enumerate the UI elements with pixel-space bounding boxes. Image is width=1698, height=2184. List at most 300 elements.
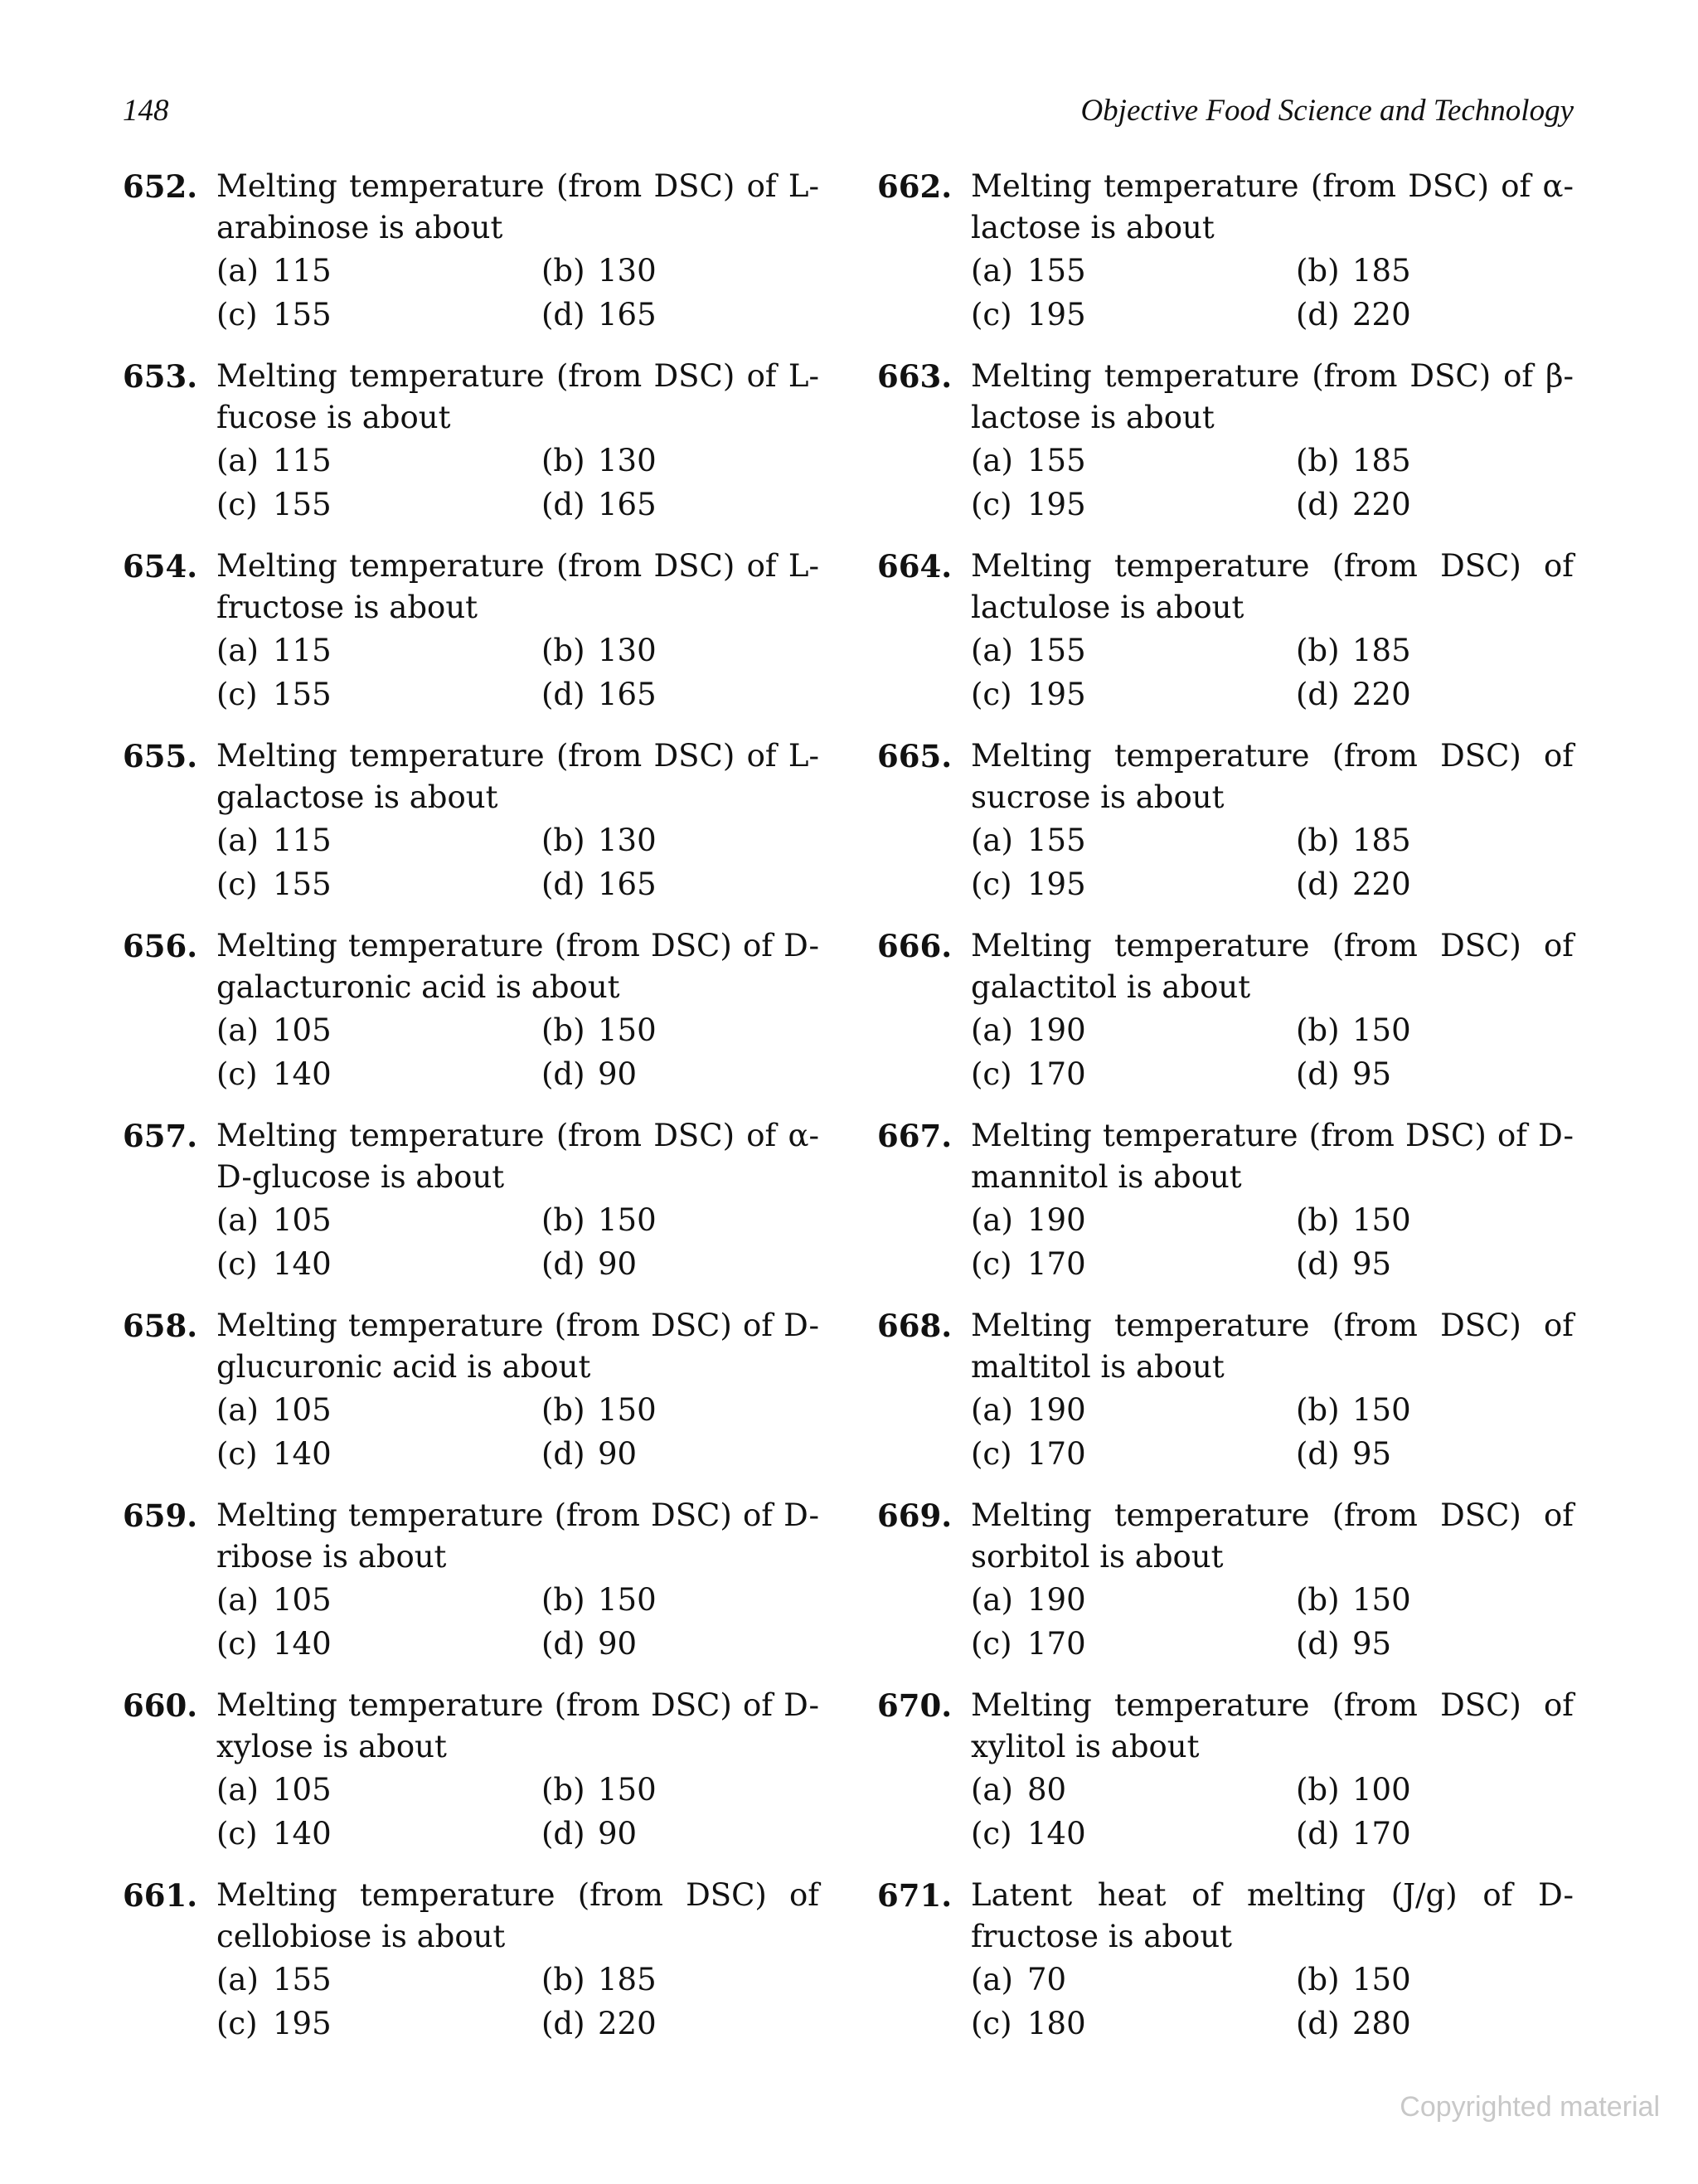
book-title: Objective Food Science and Technology [1080,94,1574,128]
option-value: 140 [273,1816,332,1852]
answer-option [541,1054,637,1095]
question-text: Melting temperature (from DSC) of D-galacturonic acid is about [216,928,819,1005]
question-text: Melting temperature (from DSC) of galactitol is about [971,928,1574,1005]
question-number: 664. [877,548,953,585]
option-label: (d) [541,1056,585,1092]
option-value: 190 [1027,1582,1086,1618]
option-value: 170 [1027,1056,1086,1092]
option-value: 155 [273,1962,332,1997]
question-text: Melting temperature (from DSC) of D-glucuronic acid is about [216,1308,819,1385]
option-label: (d) [1296,1436,1340,1472]
answer-option [971,1959,1066,2001]
option-value: 170 [1027,1436,1086,1472]
option-label: (c) [216,487,258,522]
question-text: Melting temperature (from DSC) of maltitol is about [971,1308,1574,1385]
answer-option [216,1010,332,1051]
option-label: (a) [971,443,1013,478]
option-label: (b) [541,443,585,478]
option-label: (d) [1296,1056,1340,1092]
option-label: (c) [971,297,1012,332]
question-number: 662. [877,168,953,205]
answer-option [541,1434,637,1475]
answer-option [1296,484,1411,526]
question-text: Melting temperature (from DSC) of α-D-glucose is about [216,1118,819,1195]
option-label: (b) [1296,1582,1340,1618]
question-item [123,735,819,925]
option-value: 140 [273,1626,332,1662]
option-value: 155 [273,866,332,902]
option-value: 130 [598,633,657,668]
question-text: Melting temperature (from DSC) of α-lactose is about [971,168,1574,245]
answer-option [216,1434,332,1475]
answer-option [216,674,332,716]
option-value: 90 [598,1816,638,1852]
answer-option [971,1769,1066,1811]
option-value: 90 [598,1056,638,1092]
answer-option [216,1054,332,1095]
option-value: 105 [273,1202,332,1238]
answer-option [1296,294,1411,336]
question-item [123,546,819,735]
option-value: 195 [1027,866,1086,902]
option-value: 150 [1352,1962,1411,1997]
option-value: 150 [1352,1582,1411,1618]
option-label: (c) [216,866,258,902]
option-label: (c) [216,1626,258,1662]
option-label: (d) [1296,2006,1340,2041]
option-value: 155 [1027,253,1086,289]
answer-option [1296,1054,1391,1095]
answer-option [216,1390,332,1431]
answer-option [1296,440,1411,482]
option-label: (c) [971,1436,1012,1472]
answer-option [541,864,657,905]
option-value: 115 [273,823,332,858]
option-value: 105 [273,1582,332,1618]
option-value: 190 [1027,1012,1086,1048]
answer-option [216,1769,332,1811]
question-item [877,735,1574,925]
option-value: 190 [1027,1392,1086,1428]
question-number: 659. [123,1497,198,1534]
answer-option [1296,864,1411,905]
answer-option [971,1580,1086,1621]
option-label: (d) [541,1816,585,1852]
option-value: 185 [1352,823,1411,858]
option-label: (b) [541,1202,585,1238]
question-number: 657. [123,1118,198,1154]
answer-option [971,440,1086,482]
option-label: (a) [971,253,1013,289]
option-value: 150 [598,1772,657,1808]
question-item [123,356,819,546]
option-label: (a) [216,1772,259,1808]
option-label: (b) [541,253,585,289]
option-label: (c) [971,1816,1012,1852]
question-item [877,1685,1574,1875]
option-value: 220 [1352,866,1411,902]
question-text: Melting temperature (from DSC) of sucrose is about [971,738,1574,815]
option-value: 165 [598,866,657,902]
question-text: Melting temperature (from DSC) of cellobiose is about [216,1877,819,1954]
answer-option [216,294,332,336]
answer-option [1296,2003,1411,2045]
question-text: Melting temperature (from DSC) of L-fructose is about [216,548,819,625]
option-value: 115 [273,443,332,478]
option-value: 140 [273,1246,332,1282]
answer-option [971,250,1086,292]
option-label: (a) [216,823,259,858]
option-value: 130 [598,253,657,289]
option-label: (c) [216,297,258,332]
question-number: 667. [877,1118,953,1154]
answer-option [1296,1390,1411,1431]
option-label: (c) [971,1246,1012,1282]
answer-option [216,484,332,526]
answer-option [541,630,657,672]
option-label: (a) [216,633,259,668]
answer-option [216,2003,332,2045]
answer-option [216,1244,332,1285]
option-label: (b) [1296,253,1340,289]
answer-option [1296,1623,1391,1665]
option-value: 150 [1352,1012,1411,1048]
answer-option [1296,1959,1411,2001]
question-number: 654. [123,548,198,585]
answer-option [971,1010,1086,1051]
answer-option [1296,630,1411,672]
option-value: 115 [273,633,332,668]
option-value: 140 [273,1436,332,1472]
option-label: (d) [1296,866,1340,902]
option-value: 150 [598,1202,657,1238]
option-label: (c) [971,487,1012,522]
question-item [123,1305,819,1495]
question-item [123,1115,819,1305]
option-label: (b) [541,1772,585,1808]
answer-option [1296,1813,1411,1855]
answer-option [541,1390,657,1431]
question-number: 670. [877,1687,953,1724]
option-label: (a) [216,253,259,289]
option-label: (b) [1296,1012,1340,1048]
answer-option [541,1769,657,1811]
option-label: (b) [541,633,585,668]
option-value: 220 [1352,677,1411,712]
option-value: 90 [598,1626,638,1662]
option-label: (a) [216,443,259,478]
option-label: (a) [971,1962,1013,1997]
option-value: 140 [273,1056,332,1092]
option-label: (c) [216,2006,258,2041]
option-label: (a) [971,1392,1013,1428]
option-value: 115 [273,253,332,289]
option-label: (c) [216,1056,258,1092]
option-label: (b) [541,823,585,858]
question-item [877,546,1574,735]
left-column [123,166,819,2065]
option-value: 140 [1027,1816,1086,1852]
option-value: 220 [1352,487,1411,522]
answer-option [216,1959,332,2001]
option-value: 180 [1027,2006,1086,2041]
question-item [123,1685,819,1875]
answer-option [971,2003,1086,2045]
option-label: (c) [971,866,1012,902]
option-label: (b) [541,1582,585,1618]
option-label: (d) [541,487,585,522]
option-value: 195 [1027,677,1086,712]
question-item [877,1305,1574,1495]
answer-option [216,1813,332,1855]
option-value: 185 [1352,253,1411,289]
answer-option [1296,1434,1391,1475]
option-label: (a) [216,1012,259,1048]
question-number: 652. [123,168,198,205]
answer-option [216,250,332,292]
question-number: 660. [123,1687,198,1724]
option-label: (a) [971,1202,1013,1238]
option-label: (c) [216,1816,258,1852]
option-label: (a) [971,1012,1013,1048]
answer-option [1296,250,1411,292]
option-value: 185 [1352,633,1411,668]
question-text: Melting temperature (from DSC) of L-arabinose is about [216,168,819,245]
question-item [877,1875,1574,2065]
option-value: 95 [1352,1626,1392,1662]
question-number: 653. [123,358,198,395]
question-number: 663. [877,358,953,395]
answer-option [216,630,332,672]
question-number: 661. [123,1877,198,1914]
option-label: (d) [541,1246,585,1282]
answer-option [971,674,1086,716]
answer-option [971,820,1086,861]
answer-option [541,674,657,716]
option-value: 170 [1027,1626,1086,1662]
question-text: Latent heat of melting (J/g) of D-fructose is about [971,1877,1574,1954]
option-label: (b) [541,1392,585,1428]
option-label: (d) [541,1626,585,1662]
question-text: Melting temperature (from DSC) of β-lactose is about [971,358,1574,435]
answer-option [1296,1244,1391,1285]
question-text: Melting temperature (from DSC) of sorbitol is about [971,1497,1574,1575]
option-value: 95 [1352,1246,1392,1282]
answer-option [971,1623,1086,1665]
option-value: 155 [273,677,332,712]
option-label: (a) [971,633,1013,668]
option-label: (d) [1296,1626,1340,1662]
option-label: (c) [216,1246,258,1282]
question-item [877,1495,1574,1685]
option-value: 190 [1027,1202,1086,1238]
option-value: 170 [1027,1246,1086,1282]
option-value: 130 [598,823,657,858]
option-label: (d) [1296,1246,1340,1282]
option-value: 90 [598,1246,638,1282]
answer-option [971,1200,1086,1241]
question-number: 669. [877,1497,953,1534]
option-value: 100 [1352,1772,1411,1808]
question-item [123,925,819,1115]
option-label: (b) [1296,1392,1340,1428]
answer-option [216,1580,332,1621]
question-text: Melting temperature (from DSC) of L-fucose is about [216,358,819,435]
option-label: (d) [1296,487,1340,522]
option-label: (c) [971,2006,1012,2041]
option-label: (b) [1296,1202,1340,1238]
answer-option [971,630,1086,672]
option-value: 150 [598,1582,657,1618]
option-value: 170 [1352,1816,1411,1852]
question-item [877,1115,1574,1305]
answer-option [541,2003,657,2045]
answer-option [971,484,1086,526]
answer-option [541,294,657,336]
answer-option [216,440,332,482]
question-text: Melting temperature (from DSC) of D-ribose is about [216,1497,819,1575]
copyright-watermark: Copyrighted material [1400,2091,1660,2123]
option-label: (b) [1296,633,1340,668]
question-item [123,1495,819,1685]
answer-option [1296,674,1411,716]
option-label: (c) [971,677,1012,712]
question-item [123,166,819,356]
answer-option [971,1434,1086,1475]
question-item [877,166,1574,356]
option-value: 155 [1027,443,1086,478]
option-value: 155 [273,297,332,332]
option-value: 280 [1352,2006,1411,2041]
option-value: 150 [598,1392,657,1428]
option-label: (d) [1296,297,1340,332]
option-label: (a) [216,1202,259,1238]
option-value: 155 [1027,823,1086,858]
answer-option [541,820,657,861]
question-item [877,925,1574,1115]
answer-option [1296,820,1411,861]
option-label: (a) [216,1582,259,1618]
answer-option [541,1244,637,1285]
option-value: 165 [598,297,657,332]
option-label: (b) [1296,1962,1340,1997]
answer-option [971,1244,1086,1285]
answer-option [216,864,332,905]
option-value: 165 [598,677,657,712]
option-label: (d) [541,1436,585,1472]
question-text: Melting temperature (from DSC) of D-mannitol is about [971,1118,1574,1195]
option-label: (a) [971,1582,1013,1618]
option-label: (c) [971,1626,1012,1662]
answer-option [541,1959,657,2001]
option-value: 150 [1352,1202,1411,1238]
option-value: 70 [1027,1962,1067,1997]
answer-option [541,250,657,292]
question-text: Melting temperature (from DSC) of xylitol is about [971,1687,1574,1764]
answer-option [541,484,657,526]
option-value: 220 [598,2006,657,2041]
option-value: 90 [598,1436,638,1472]
question-number: 665. [877,738,953,774]
answer-option [971,1390,1086,1431]
option-value: 80 [1027,1772,1067,1808]
option-label: (b) [541,1012,585,1048]
question-number: 658. [123,1308,198,1344]
option-value: 105 [273,1772,332,1808]
option-value: 155 [273,487,332,522]
option-value: 105 [273,1392,332,1428]
option-value: 195 [1027,487,1086,522]
answer-option [1296,1580,1411,1621]
option-label: (d) [1296,677,1340,712]
answer-option [216,1623,332,1665]
option-value: 165 [598,487,657,522]
answer-option [541,1010,657,1051]
question-number: 655. [123,738,198,774]
answer-option [541,1813,637,1855]
answer-option [971,294,1086,336]
answer-option [971,1054,1086,1095]
answer-option [541,1623,637,1665]
option-value: 95 [1352,1056,1392,1092]
option-value: 220 [1352,297,1411,332]
answer-option [971,1813,1086,1855]
option-value: 95 [1352,1436,1392,1472]
option-label: (d) [541,866,585,902]
option-value: 185 [598,1962,657,1997]
option-label: (a) [216,1392,259,1428]
option-label: (c) [216,677,258,712]
question-number: 671. [877,1877,953,1914]
option-label: (d) [541,2006,585,2041]
right-column [877,166,1574,2065]
option-label: (c) [216,1436,258,1472]
option-value: 150 [1352,1392,1411,1428]
answer-option [1296,1769,1411,1811]
question-number: 666. [877,928,953,964]
option-label: (b) [1296,823,1340,858]
option-label: (a) [971,823,1013,858]
option-label: (a) [971,1772,1013,1808]
answer-option [541,1200,657,1241]
answer-option [541,1580,657,1621]
answer-option [1296,1010,1411,1051]
question-text: Melting temperature (from DSC) of lactulose is about [971,548,1574,625]
option-label: (d) [541,677,585,712]
answer-option [216,820,332,861]
question-text: Melting temperature (from DSC) of L-galactose is about [216,738,819,815]
option-value: 195 [273,2006,332,2041]
answer-option [1296,1200,1411,1241]
question-item [123,1875,819,2065]
option-value: 130 [598,443,657,478]
question-number: 656. [123,928,198,964]
option-label: (b) [541,1962,585,1997]
option-label: (b) [1296,443,1340,478]
question-item [877,356,1574,546]
option-label: (a) [216,1962,259,1997]
option-value: 105 [273,1012,332,1048]
question-text: Melting temperature (from DSC) of D-xylose is about [216,1687,819,1764]
option-label: (d) [1296,1816,1340,1852]
option-value: 195 [1027,297,1086,332]
option-value: 185 [1352,443,1411,478]
answer-option [971,864,1086,905]
page-number: 148 [123,94,169,128]
question-number: 668. [877,1308,953,1344]
option-value: 155 [1027,633,1086,668]
option-label: (b) [1296,1772,1340,1808]
